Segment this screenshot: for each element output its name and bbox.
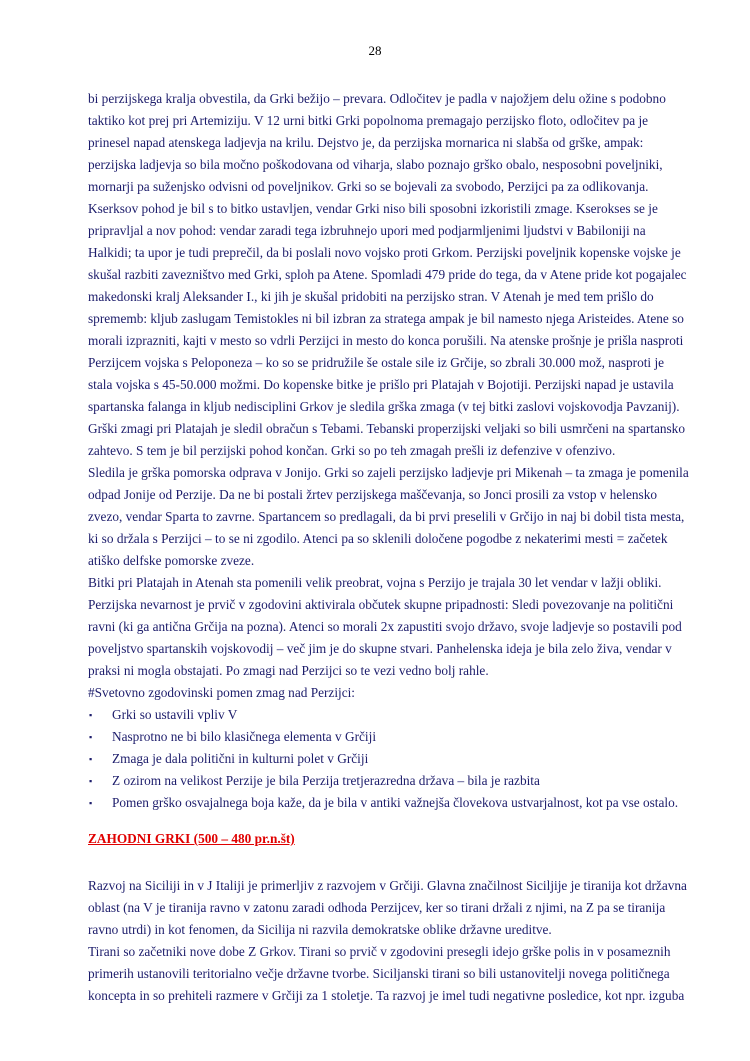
text-line: atiško delfske pomorske zveze.	[88, 553, 255, 568]
bullet-icon: ▪	[89, 732, 93, 742]
text-line: Tirani so začetniki nove dobe Z Grkov. Tirani so prvič v zgodovini presegli idejo grške polis in v posameznih	[88, 944, 671, 959]
text-line: morali izprazniti, kajti v mesto so vdrli Perzijci in mesto do konca porušili. Na atenske prošnje je prišla nasproti	[88, 333, 684, 348]
text-line: poveljstvo spartanskih vojskovodij – več jim je do skupne stvari. Panhelenska ideja je bila zelo živa, vendar v	[88, 641, 672, 656]
text-line: makedonski kralj Aleksander I., ki jih je skušal pridobiti na perzijsko stran. V Atenah je med tem prišlo do	[88, 289, 654, 304]
bullet-icon: ▪	[89, 776, 93, 786]
paragraph-ionia	[88, 462, 689, 572]
list-item-text: Z ozirom na velikost Perzije je bila Perzija tretjerazredna država – bila je razbita	[112, 773, 540, 788]
list-title: #Svetovno zgodovinski pomen zmag nad Perzijci:	[88, 685, 355, 700]
list-item-text: Nasprotno ne bi bilo klasičnega elementa v Grčiji	[112, 729, 377, 744]
bullet-icon: ▪	[89, 754, 93, 764]
list-item	[88, 704, 668, 726]
text-line: Perzijcem vojska s Peloponeza – ko so se pridružile še ostale sile iz Grčije, so zbrali 30.000 mož, nasproti je	[88, 355, 665, 370]
list-item	[88, 770, 668, 792]
bullet-icon: ▪	[89, 710, 93, 720]
text-line: Grški zmagi pri Platajah je sledil obračun s Tebami. Tebanski properzijski veljaki so bili usmrčeni na spartansko	[88, 421, 685, 436]
list-item-text: Pomen grško osvajalnega boja kaže, da je bila v antiki važnejša človekova ustvarjalnost, kot pa vse ostalo.	[112, 795, 679, 810]
text-line: prinesel napad atenskega ladjevja na krilu. Dejstvo je, da perzijska mornarica ni slabša od grške, ampak:	[88, 135, 644, 150]
text-line: Perzijska nevarnost je prvič v zgodovini aktivirala občutek skupne pripadnosti: Sledi povezovanje na politični	[88, 597, 674, 612]
text-line: Bitki pri Platajah in Atenah sta pomenili velik preobrat, vojna s Perzijo je trajala 30 let vendar v lažji obliki.	[88, 575, 662, 590]
section-heading: ZAHODNI GRKI (500 – 480 pr.n.št)	[88, 831, 295, 846]
bullet-list	[88, 704, 679, 814]
text-line: bi perzijskega kralja obvestila, da Grki bežijo – prevara. Odločitev je padla v najožjem delu ožine s podobno	[88, 91, 666, 106]
text-line: Kserksov pohod je bil s to bitko ustavljen, vendar Grki niso bili sposobni izkoristili zmage. Kserokses se je	[88, 201, 658, 216]
text-line: spartanska falanga in kljub nedisciplini Grkov je sledila grška zmaga (v tej bitki zaslovi vojskovodja Pavzanij).	[88, 399, 680, 414]
text-line: ravno utrdi) in kot fenomen, da Sicilija ni razvila demokratske oblike državne ureditve.	[88, 922, 552, 937]
text-line: zvezo, vendar Sparta to zavrne. Spartancem so predlagali, da bi prvi preselili v Grčijo in naj bi dobil tista mesta,	[88, 509, 685, 524]
text-line: skušal razbiti zavezništvo med Grki, sploh pa Atene. Spomladi 479 pride do tega, da v Atene pride kot pogajalec	[88, 267, 687, 282]
text-line: ki so držala s Perzijci – to se ni zgodilo. Atenci pa so sklenili določene pogodbe z nekaterimi mesti = začetek	[88, 531, 668, 546]
text-line: Razvoj na Siciliji in v J Italiji je primerljiv z razvojem v Grčiji. Glavna značilnost Siciljije je tiranija kot državna	[88, 878, 687, 893]
text-line: pripravljal a nov pohod: vendar zaradi tega izbruhnejo upori med podjarmljenimi ljudstvi v Babiloniji na	[88, 223, 646, 238]
text-line: Sledila je grška pomorska odprava v Jonijo. Grki so zajeli perzijsko ladjevje pri Mikenah – ta zmaga je pomenila	[88, 465, 689, 480]
text-line: koncepta in so prehiteli razmere v Grčiji za 1 stoletje. Ta razvoj je imel tudi negativne posledice, kot npr. izguba	[88, 988, 685, 1003]
page-number: 28	[368, 43, 382, 58]
paragraph-consequences	[88, 572, 682, 682]
list-item	[88, 748, 668, 770]
list-item	[88, 726, 668, 748]
text-line: Halkidi; ta upor je tudi preprečil, da bi poslali novo vojsko proti Grkom. Perzijski poveljnik kopenske vojske je	[88, 245, 681, 260]
paragraph-sicily	[88, 875, 687, 941]
text-line: mornarji pa suženjsko odvisni od poveljnikov. Grki so se bojevali za svobodo, Perzijci pa za odlikovanja.	[88, 179, 649, 194]
text-line: taktiko kot prej pri Artemiziju. V 12 urni bitki Grki popolnoma premagajo perzijsko floto, odločitev pa je	[88, 113, 649, 128]
paragraph-tyrants	[88, 941, 685, 1007]
text-line: zahtevo. S tem je bil perzijski pohod končan. Grki so po teh zmagah prešli iz defenzive v ofenzivo.	[88, 443, 616, 458]
text-line: praksi ni mogla obstajati. Po zmagi nad Perzijci so te vezi vedno bolj rahle.	[88, 663, 489, 678]
text-line: odpad Jonije od Perzije. Da ne bi postali žrtev perzijskega maščevanja, so Jonci prosili za vstop v helensko	[88, 487, 658, 502]
text-line: perzijska ladjevja so bila močno poškodovana od viharja, slabo poznajo grško obalo, nesposobni poveljniki,	[88, 157, 663, 172]
text-line: primerih ustanovili teritorialno večje državne tvorbe. Siciljanski tirani so bili ustanovitelji novega političnega	[88, 966, 670, 981]
list-item	[88, 792, 679, 814]
list-item-text: Grki so ustavili vpliv V	[112, 707, 238, 722]
paragraph-persian-wars	[88, 88, 687, 462]
text-line: oblast (na V je tiranija ravno v zatonu zaradi odhoda Perzijcev, ker so tirani držali z njimi, na Z pa se tiranija	[88, 900, 666, 915]
bullet-icon: ▪	[89, 798, 93, 808]
text-line: ravni (ki ga antična Grčija na pozna). Atenci so morali 2x zapustiti svojo državo, svoje ladjevje so postavili pod	[88, 619, 682, 634]
list-item-text: Zmaga je dala politični in kulturni polet v Grčiji	[112, 751, 369, 766]
document-body	[88, 88, 689, 1007]
text-line: stala vojska s 45-50.000 možmi. Do kopenske bitke je prišlo pri Platajah v Bojotiji. Perzijski napad je ustavila	[88, 377, 674, 392]
text-line: sprememb: kljub zaslugam Temistokles ni bil izbran za stratega ampak je bil namesto njega Aristeides. Atene so	[88, 311, 684, 326]
